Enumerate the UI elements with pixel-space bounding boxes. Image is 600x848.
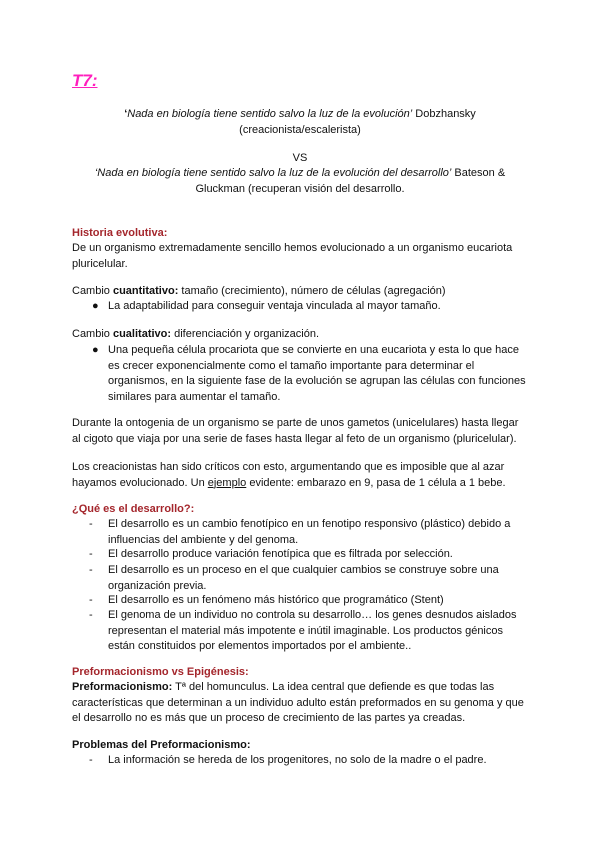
- bullet-dot-icon: ●: [92, 300, 99, 312]
- cambio-prefix: Cambio: [72, 328, 113, 340]
- page-title: T7:: [72, 71, 98, 90]
- preformacionismo-text: Tª del homunculus. La idea central que defiende es que todas las características que determinan a un individuo adulto están preformados en su genoma y que el desarrollo no es más que un proceso de crecimiento de las partes ya creadas.: [72, 681, 524, 724]
- list-item: El genoma de un individuo no controla su desarrollo… los genes desnudos aislados representan el material más impotente e inútil imaginable. Los productos génicos están constituidos por elementos importados por el ambiente..: [108, 609, 517, 652]
- section-heading-preformacionismo: Preformacionismo vs Epigénesis:: [72, 666, 249, 678]
- creacionistas-paragraph: [72, 460, 528, 491]
- quote-bateson: [72, 165, 528, 197]
- dash-bullet-icon: -: [89, 564, 93, 576]
- creacionistas-text: Los creacionistas han sido críticos con esto, argumentando que es imposible que al azar hayamos evolucionado. Un: [72, 461, 505, 489]
- preformacionismo-paragraph: [72, 680, 528, 727]
- quote-author: Bateson &: [451, 167, 506, 179]
- cambio-cuantitativo: [72, 284, 528, 300]
- quote-author-note: (creacionista/escalerista): [239, 124, 361, 136]
- cambio-label: cuantitativo:: [112, 285, 179, 297]
- ejemplo-underlined: ejemplo: [207, 476, 247, 489]
- bullet-dot-icon: ●: [92, 344, 99, 356]
- section-heading-problemas: Problemas del Preformacionismo:: [72, 739, 251, 751]
- section-heading-historia: Historia evolutiva:: [72, 227, 168, 239]
- dash-bullet-icon: -: [89, 754, 93, 766]
- list-item: El desarrollo produce variación fenotípica que es filtrada por selección.: [108, 548, 453, 560]
- list-item: El desarrollo es un fenómeno más histórico que programático (Stent): [108, 594, 444, 606]
- quote-text: ‘Nada en biología tiene sentido salvo la luz de la evolución del desarrollo’: [94, 167, 452, 179]
- cambio-text: tamaño (crecimiento), número de células (agregación): [178, 285, 446, 297]
- list-item: El desarrollo es un cambio fenotípico en un fenotipo responsivo (plástico) debido a influencias del ambiente y del genoma.: [108, 518, 511, 546]
- preformacionismo-label: Preformacionismo:: [72, 681, 173, 693]
- list-item: El desarrollo es un proceso en el que cualquier cambios se construye sobre una organización previa.: [108, 564, 499, 592]
- dash-bullet-icon: -: [89, 594, 93, 606]
- cambio-text: diferenciación y organización.: [171, 328, 320, 340]
- quote-dobzhansky: [72, 106, 528, 138]
- dash-bullet-icon: -: [89, 518, 93, 530]
- list-item: La adaptabilidad para conseguir ventaja vinculada al mayor tamaño.: [108, 300, 441, 312]
- quote-author-note: Gluckman (recuperan visión del desarrollo.: [195, 183, 405, 195]
- historia-intro: De un organismo extremadamente sencillo hemos evolucionado a un organismo eucariota pluricelular.: [72, 242, 513, 270]
- list-item: La información se hereda de los progenitores, no solo de la madre o el padre.: [108, 754, 487, 766]
- cambio-label: cualitativo:: [112, 328, 172, 340]
- vs-label: VS: [292, 152, 308, 164]
- section-heading-desarrollo: ¿Qué es el desarrollo?:: [72, 503, 195, 515]
- creacionistas-text-end: evidente: embarazo en 9, pasa de 1 célula a 1 bebe.: [246, 476, 506, 489]
- ontogenia-paragraph: Durante la ontogenia de un organismo se parte de unos gametos (unicelulares) hasta llegar al cigoto que viaja por una serie de fases hasta llegar al feto de un organismo (pluricelular).: [72, 417, 519, 445]
- dash-bullet-icon: -: [89, 609, 93, 621]
- quote-text: Nada en biología tiene sentido salvo la luz de la evolución’: [127, 108, 413, 120]
- list-item: Una pequeña célula procariota que se convierte en una eucariota y esta lo que hace es crecer exponencialmente como el tamaño importante para determinar el organismos, en la siguiente fase de la evolución se agrupan las células con funciones similares para aumentar el tamaño.: [108, 344, 526, 403]
- quote-open-mark: ‘: [124, 108, 128, 120]
- cambio-prefix: Cambio: [72, 285, 113, 297]
- quote-author: Dobzhansky: [412, 108, 476, 120]
- cambio-cualitativo: [72, 327, 528, 343]
- dash-bullet-icon: -: [89, 548, 93, 560]
